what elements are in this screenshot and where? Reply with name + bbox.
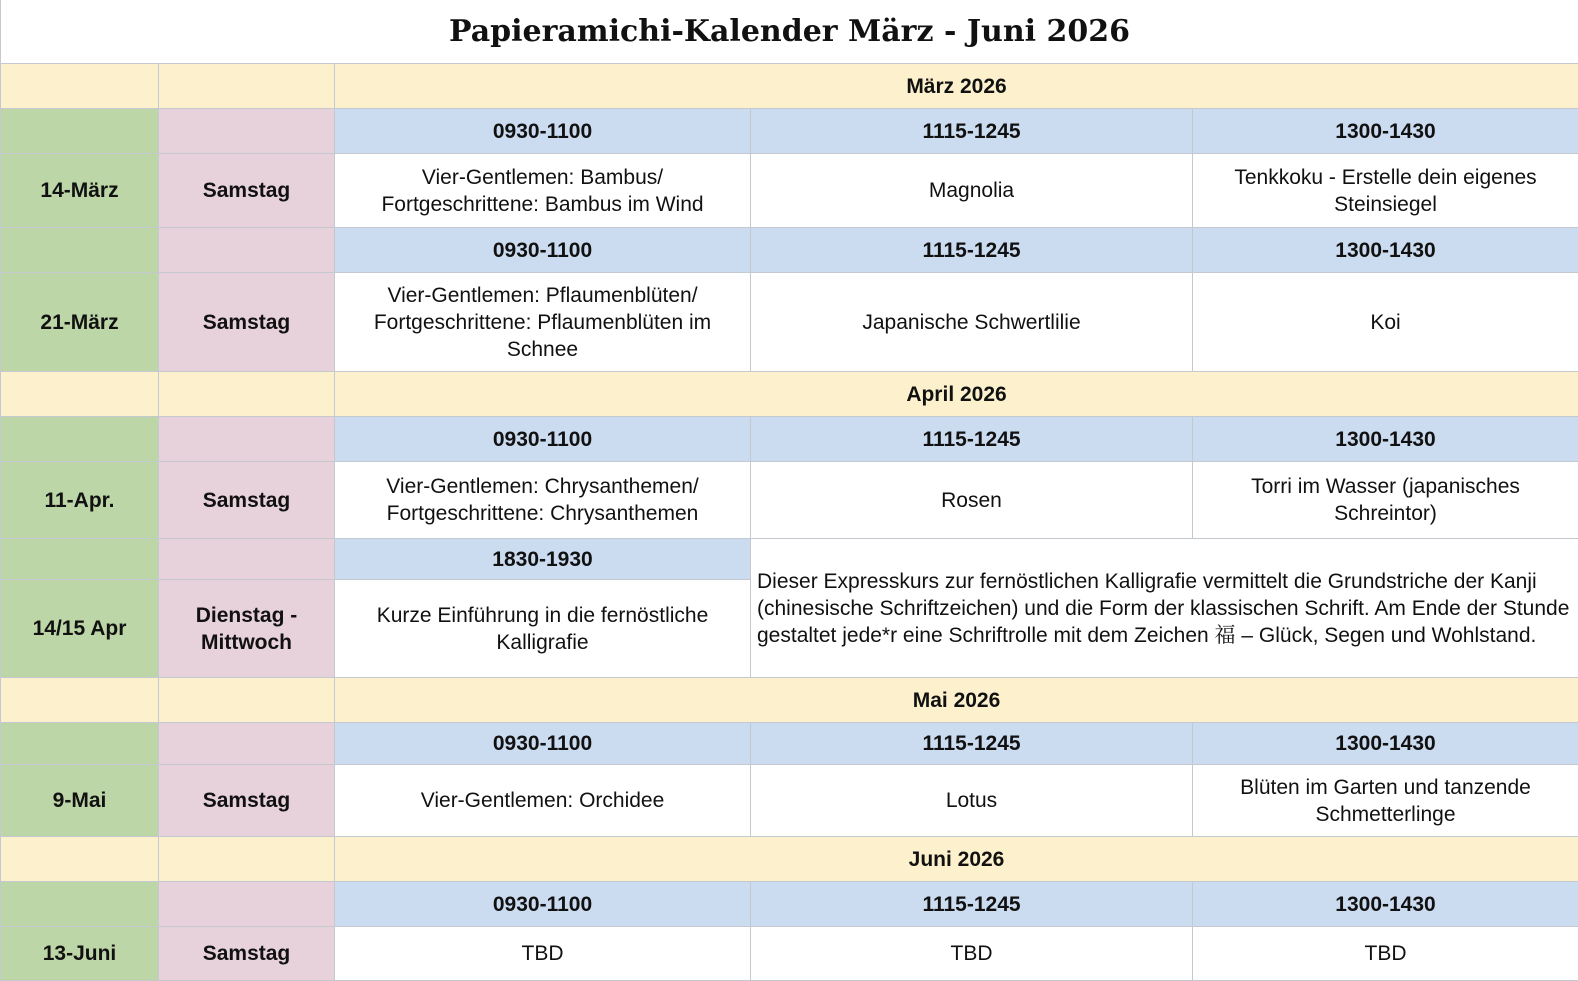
day-cell: Samstag xyxy=(159,765,335,837)
date-cell: 14-März xyxy=(1,154,159,228)
time-slot-1: 0930-1100 xyxy=(335,882,751,927)
course-description: Dieser Expresskurs zur fernöstlichen Kalligrafie vermittelt die Grundstriche der Kanji (chinesische Schriftzeichen) und die Form der klassischen Schrift. Am Ende der Stunde gestaltet jede*r eine Schriftrolle mit dem Zeichen 福 – Glück, Segen und Wohlstand. xyxy=(751,539,1578,678)
course-slot-3: Tenkkoku - Erstelle dein eigenes Steinsiegel xyxy=(1193,154,1578,228)
day-cell: Samstag xyxy=(159,154,335,228)
day-cell-empty xyxy=(159,882,335,927)
course-slot-1: Kurze Einführung in die fernöstliche Kalligrafie xyxy=(335,580,751,678)
time-slot-1: 0930-1100 xyxy=(335,417,751,462)
time-slot-2: 1115-1245 xyxy=(751,417,1193,462)
time-slot-2: 1115-1245 xyxy=(751,228,1193,273)
date-cell: 13-Juni xyxy=(1,927,159,981)
entry-row xyxy=(1,154,1578,228)
course-slot-3: Blüten im Garten und tanzende Schmetterlinge xyxy=(1193,765,1578,837)
time-row xyxy=(1,723,1578,765)
date-cell-empty xyxy=(1,539,159,580)
course-slot-1: Vier-Gentlemen: Bambus/ Fortgeschrittene: Bambus im Wind xyxy=(335,154,751,228)
time-slot-1: 0930-1100 xyxy=(335,228,751,273)
entry-row xyxy=(1,273,1578,372)
date-cell: 9-Mai xyxy=(1,765,159,837)
course-slot-3: Torri im Wasser (japanisches Schreintor) xyxy=(1193,462,1578,539)
time-row xyxy=(1,882,1578,927)
course-slot-1: Vier-Gentlemen: Chrysanthemen/ Fortgeschrittene: Chrysanthemen xyxy=(335,462,751,539)
date-cell-empty xyxy=(1,882,159,927)
time-row xyxy=(1,228,1578,273)
day-cell: Samstag xyxy=(159,273,335,372)
month-label: Juni 2026 xyxy=(335,837,1578,882)
date-cell-empty xyxy=(1,109,159,154)
day-cell-empty xyxy=(159,723,335,765)
date-cell: 21-März xyxy=(1,273,159,372)
month-row-april xyxy=(1,372,1578,417)
month-spacer xyxy=(159,678,335,723)
course-slot-1: Vier-Gentlemen: Orchidee xyxy=(335,765,751,837)
time-slot-3: 1300-1430 xyxy=(1193,228,1578,273)
course-slot-2: Japanische Schwertlilie xyxy=(751,273,1193,372)
day-cell-empty xyxy=(159,539,335,580)
month-row-juni xyxy=(1,837,1578,882)
month-spacer xyxy=(1,837,159,882)
month-label: Mai 2026 xyxy=(335,678,1578,723)
course-slot-1: TBD xyxy=(335,927,751,981)
day-cell: Samstag xyxy=(159,927,335,981)
month-row-mai xyxy=(1,678,1578,723)
time-row xyxy=(1,417,1578,462)
course-slot-2: Rosen xyxy=(751,462,1193,539)
month-spacer xyxy=(159,837,335,882)
date-cell-empty xyxy=(1,228,159,273)
time-row xyxy=(1,539,1578,580)
course-slot-2: Magnolia xyxy=(751,154,1193,228)
time-slot-2: 1115-1245 xyxy=(751,109,1193,154)
time-slot-3: 1300-1430 xyxy=(1193,109,1578,154)
day-cell: Dienstag - Mittwoch xyxy=(159,580,335,678)
time-slot-evening: 1830-1930 xyxy=(335,539,751,580)
month-row-maerz xyxy=(1,64,1578,109)
entry-row xyxy=(1,462,1578,539)
month-label: März 2026 xyxy=(335,64,1578,109)
day-cell: Samstag xyxy=(159,462,335,539)
date-cell-empty xyxy=(1,723,159,765)
time-slot-3: 1300-1430 xyxy=(1193,417,1578,462)
month-spacer xyxy=(1,372,159,417)
date-cell: 11-Apr. xyxy=(1,462,159,539)
course-slot-1: Vier-Gentlemen: Pflaumenblüten/ Fortgeschrittene: Pflaumenblüten im Schnee xyxy=(335,273,751,372)
month-spacer xyxy=(159,64,335,109)
course-slot-3: TBD xyxy=(1193,927,1578,981)
course-slot-2: Lotus xyxy=(751,765,1193,837)
month-spacer xyxy=(159,372,335,417)
time-slot-3: 1300-1430 xyxy=(1193,882,1578,927)
month-spacer xyxy=(1,678,159,723)
time-slot-2: 1115-1245 xyxy=(751,882,1193,927)
course-slot-3: Koi xyxy=(1193,273,1578,372)
page-title: Papieramichi-Kalender März - Juni 2026 xyxy=(0,0,1578,63)
day-cell-empty xyxy=(159,109,335,154)
day-cell-empty xyxy=(159,228,335,273)
time-slot-3: 1300-1430 xyxy=(1193,723,1578,765)
time-slot-1: 0930-1100 xyxy=(335,723,751,765)
month-spacer xyxy=(1,64,159,109)
course-slot-2: TBD xyxy=(751,927,1193,981)
month-label: April 2026 xyxy=(335,372,1578,417)
time-slot-2: 1115-1245 xyxy=(751,723,1193,765)
day-cell-empty xyxy=(159,417,335,462)
calendar-table xyxy=(0,63,1578,981)
time-row xyxy=(1,109,1578,154)
entry-row xyxy=(1,927,1578,981)
entry-row xyxy=(1,765,1578,837)
date-cell-empty xyxy=(1,417,159,462)
date-cell: 14/15 Apr xyxy=(1,580,159,678)
time-slot-1: 0930-1100 xyxy=(335,109,751,154)
